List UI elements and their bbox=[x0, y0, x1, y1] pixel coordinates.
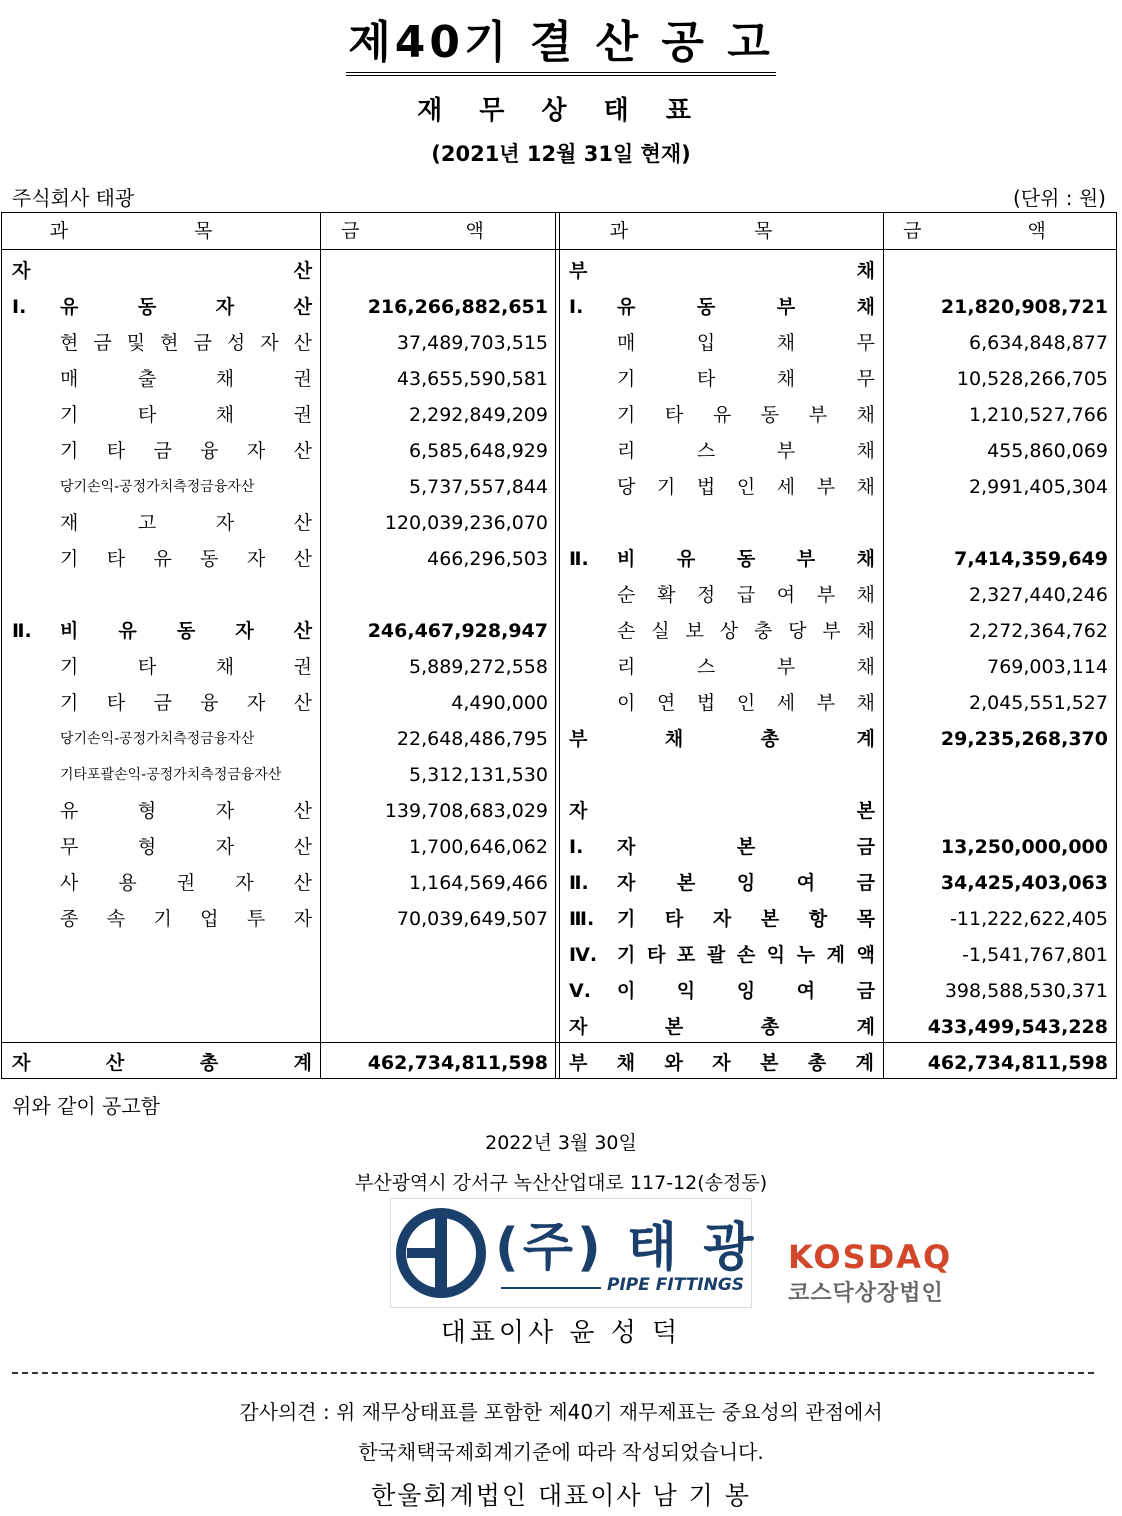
left-item-label: 자 산 bbox=[12, 260, 312, 282]
right-amount-cell: 10,528,266,705 bbox=[956, 368, 1108, 390]
right-item-label: 리 스 부 채 bbox=[617, 440, 875, 462]
left-item-label: 기 타 채 권 bbox=[60, 656, 312, 678]
left-amount-cell: 37,489,703,515 bbox=[396, 332, 548, 354]
right-item-header: 과 목 bbox=[609, 220, 833, 242]
audit-opinion-line-1: 감사의견 : 위 재무상태표를 포함한 제40기 재무제표는 중요성의 관점에서 bbox=[239, 1400, 883, 1424]
right-item-label: 이 연 법 인 세 부 채 bbox=[617, 692, 875, 714]
right-amount-cell: 2,272,364,762 bbox=[968, 620, 1108, 642]
left-item-label: 종 속 기 업 투 자 bbox=[60, 908, 312, 930]
roman-numeral: Ⅰ. bbox=[569, 296, 584, 318]
left-amount-cell: 216,266,882,651 bbox=[367, 296, 548, 318]
left-item-label: 사 용 권 자 산 bbox=[60, 872, 312, 894]
left-amount-cell: 466,296,503 bbox=[427, 548, 548, 570]
kosdaq-caption: 코스닥상장법인 bbox=[788, 1281, 944, 1306]
left-amount-cell: 5,889,272,558 bbox=[408, 656, 548, 678]
right-item-label: 손 실 보 상 충 당 부 채 bbox=[617, 620, 875, 642]
right-item-label: 기 타 포 괄 손 익 누 계 액 bbox=[617, 944, 875, 966]
right-item-label: 기 타 자 본 항 목 bbox=[617, 908, 875, 930]
right-item-label: 자 본 잉 여 금 bbox=[617, 872, 875, 894]
left-amount-cell: 43,655,590,581 bbox=[396, 368, 548, 390]
left-amount-cell: 1,164,569,466 bbox=[408, 872, 548, 894]
right-item-label: 이 익 잉 여 금 bbox=[617, 980, 875, 1002]
right-item-label: 유 동 부 채 bbox=[617, 296, 875, 318]
right-item-label: 부 채 총 계 bbox=[569, 728, 875, 750]
right-item-label: 비 유 동 부 채 bbox=[617, 548, 875, 570]
left-amount-cell: 120,039,236,070 bbox=[384, 512, 548, 534]
left-item-label: 기 타 채 권 bbox=[60, 404, 312, 426]
audit-opinion-line-2: 한국채택국제회계기준에 따라 작성되었습니다. bbox=[358, 1440, 764, 1464]
right-amount-cell: 7,414,359,649 bbox=[954, 548, 1108, 570]
left-amount-cell: 4,490,000 bbox=[451, 692, 548, 714]
total-assets-amount: 462,734,811,598 bbox=[367, 1052, 548, 1074]
company-address: 부산광역시 강서구 녹산산업대로 117-12(송정동) bbox=[354, 1172, 768, 1194]
unit-label: (단위 : 원) bbox=[1012, 186, 1106, 210]
kosdaq-logo: KOSDAQ 코스닥상장법인 bbox=[788, 1238, 953, 1306]
right-item-label: 자 본 총 계 bbox=[569, 1016, 875, 1038]
right-item-label: 자 본 금 bbox=[617, 836, 875, 858]
roman-numeral: Ⅱ. bbox=[569, 548, 589, 570]
right-amount-cell: -1,541,767,801 bbox=[962, 944, 1108, 966]
left-amount-cell: 22,648,486,795 bbox=[396, 728, 548, 750]
left-amount-cell: 2,292,849,209 bbox=[408, 404, 548, 426]
notice-date: 2022년 3월 30일 bbox=[485, 1132, 637, 1154]
right-item-label: 당 기 법 인 세 부 채 bbox=[617, 476, 875, 498]
roman-numeral: Ⅲ. bbox=[569, 908, 595, 930]
right-item-label: 부 채 bbox=[569, 260, 875, 282]
roman-numeral: Ⅱ. bbox=[569, 872, 589, 894]
right-amount-cell: 455,860,069 bbox=[987, 440, 1108, 462]
left-item-label: 당기손익-공정가치측정금융자산 bbox=[60, 479, 255, 495]
left-item-label: 기 타 유 동 자 산 bbox=[60, 548, 312, 570]
left-item-header: 과 목 bbox=[49, 220, 273, 242]
left-item-label: 비 유 동 자 산 bbox=[60, 620, 312, 642]
left-amount-cell: 139,708,683,029 bbox=[384, 800, 548, 822]
right-amount-cell: 13,250,000,000 bbox=[940, 836, 1108, 858]
left-item-label: 현 금 및 현 금 성 자 산 bbox=[60, 332, 312, 354]
roman-numeral: Ⅰ. bbox=[569, 836, 584, 858]
right-amount-cell: 1,210,527,766 bbox=[968, 404, 1108, 426]
roman-numeral: Ⅰ. bbox=[12, 296, 27, 318]
left-amount-cell: 5,737,557,844 bbox=[408, 476, 548, 498]
left-amount-cell: 1,700,646,062 bbox=[408, 836, 548, 858]
roman-numeral: Ⅴ. bbox=[569, 980, 591, 1002]
left-amount-cell: 246,467,928,947 bbox=[367, 620, 548, 642]
right-amount-cell: 6,634,848,877 bbox=[968, 332, 1108, 354]
right-amount-cell: 2,327,440,246 bbox=[968, 584, 1108, 606]
right-amount-cell: 29,235,268,370 bbox=[940, 728, 1108, 750]
ceo-signature: 대표이사 윤 성 덕 bbox=[440, 1318, 682, 1348]
right-amount-cell: -11,222,622,405 bbox=[950, 908, 1108, 930]
roman-numeral: Ⅳ. bbox=[569, 944, 598, 966]
company-logo bbox=[390, 1198, 758, 1308]
right-item-label: 기 타 유 동 부 채 bbox=[617, 404, 875, 426]
right-item-label: 리 스 부 채 bbox=[617, 656, 875, 678]
left-amount-cell: 5,312,131,530 bbox=[408, 764, 548, 786]
right-amount-cell: 34,425,403,063 bbox=[940, 872, 1108, 894]
left-item-label: 기타포괄손익-공정가치측정금융자산 bbox=[60, 767, 282, 783]
logo-company-name: (주) 태 광 bbox=[495, 1218, 758, 1278]
statement-title: 재 무 상 태 표 bbox=[417, 96, 705, 126]
as-of-date: (2021년 12월 31일 현재) bbox=[431, 142, 691, 166]
right-amount-cell: 433,499,543,228 bbox=[927, 1016, 1108, 1038]
right-amount-cell: 2,991,405,304 bbox=[968, 476, 1108, 498]
roman-numeral: Ⅱ. bbox=[12, 620, 32, 642]
right-item-label: 기 타 채 무 bbox=[617, 368, 875, 390]
left-item-label: 무 형 자 산 bbox=[60, 836, 312, 858]
right-item-label: 자 본 bbox=[569, 800, 875, 822]
left-item-label: 유 형 자 산 bbox=[60, 800, 312, 822]
right-amount-cell: 769,003,114 bbox=[987, 656, 1108, 678]
total-liab-equity-label: 부 채 와 자 본 총 계 bbox=[569, 1052, 874, 1074]
left-item-label: 기 타 금 융 자 산 bbox=[60, 692, 312, 714]
notice-statement: 위와 같이 공고함 bbox=[12, 1094, 160, 1118]
balance-sheet-table bbox=[1, 212, 1117, 1079]
right-item-label: 매 입 채 무 bbox=[617, 332, 875, 354]
left-item-label: 재 고 자 산 bbox=[60, 512, 312, 534]
left-item-label: 기 타 금 융 자 산 bbox=[60, 440, 312, 462]
right-amount-header: 금 액 bbox=[903, 220, 1096, 242]
left-amount-cell: 70,039,649,507 bbox=[396, 908, 548, 930]
auditor-signature: 한울회계법인 대표이사 남 기 봉 bbox=[371, 1481, 751, 1510]
logo-tagline: PIPE FITTINGS bbox=[607, 1275, 745, 1295]
left-amount-cell: 6,585,648,929 bbox=[408, 440, 548, 462]
notice-title: 제40기 결 산 공 고 bbox=[0, 14, 1122, 76]
right-item-label: 순 확 정 급 여 부 채 bbox=[617, 584, 875, 606]
company-name: 주식회사 태광 bbox=[12, 186, 135, 210]
total-assets-label: 자 산 총 계 bbox=[12, 1052, 312, 1074]
divider bbox=[12, 1372, 1094, 1374]
right-amount-cell: 398,588,530,371 bbox=[944, 980, 1108, 1002]
left-item-label: 유 동 자 산 bbox=[60, 296, 312, 318]
right-amount-cell: 2,045,551,527 bbox=[968, 692, 1108, 714]
right-amount-cell: 21,820,908,721 bbox=[940, 296, 1108, 318]
left-amount-header: 금 액 bbox=[341, 220, 534, 242]
total-liab-equity-amount: 462,734,811,598 bbox=[927, 1052, 1108, 1074]
left-item-label: 당기손익-공정가치측정금융자산 bbox=[60, 731, 255, 747]
left-item-label: 매 출 채 권 bbox=[60, 368, 312, 390]
